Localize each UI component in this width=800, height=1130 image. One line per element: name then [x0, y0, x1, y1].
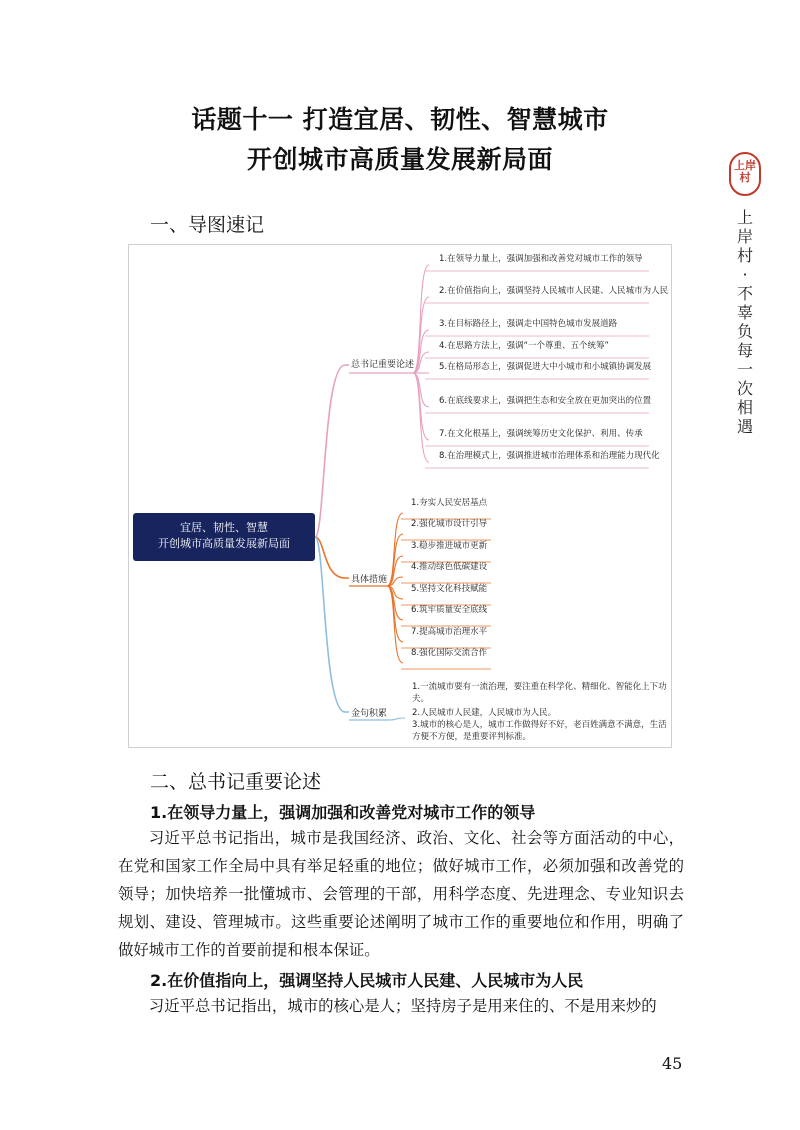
- measure-item-7: 7.提高城市治理水平: [411, 627, 488, 637]
- remark-item-5: 5.在格局形态上，强调促进大中小城市和小城镇协调发展: [439, 362, 652, 372]
- measure-item-3: 3.稳步推进城市更新: [411, 541, 488, 551]
- remark-item-4: 4.在思路方法上，强调“一个尊重、五个统筹”: [439, 341, 609, 351]
- branch-label-remarks: 总书记重要论述: [351, 360, 415, 370]
- connector-measures-leaf-6: [387, 586, 403, 620]
- connector-quotes-leaf-1: [389, 718, 405, 720]
- section-heading-mindmap: 一、导图速记: [150, 214, 265, 236]
- paragraph-1: 习近平总书记指出，城市是我国经济、政治、文化、社会等方面活动的中心，在党和国家工作全局中具有举足轻重的地位；做好城市工作，必须加强和改善党的领导；加快培养一批懂城市、会管理的干部，用科学态度、先进理念、专业知识去规划、建设、管理城市。这些重要论述阐明了城市工作的重要地位和作用，明确了做好城市工作的首要前提和根本保证。: [118, 829, 684, 959]
- remark-item-1: 1.在领导力量上，强调加强和改善党对城市工作的领导: [439, 254, 643, 264]
- center-line-2: 开创城市高质量发展新局面: [158, 537, 290, 550]
- seal-text: 上岸村: [734, 159, 756, 184]
- measure-item-1: 1.夯实人民安居基点: [411, 498, 488, 508]
- connector-remarks-leaf-6: [413, 373, 429, 407]
- measure-item-4: 4.推动绿色低碳建设: [411, 562, 488, 572]
- page-title-line2: 开创城市高质量发展新局面: [246, 145, 553, 174]
- branch-label-measures: 具体措施: [351, 575, 388, 585]
- quote-item-1: 1.一流城市要有一流治理，要注重在科学化、精细化、智能化上下功夫。: [412, 682, 667, 704]
- mind-map-center-node: [133, 513, 315, 561]
- measure-item-8: 8.强化国际交流合作: [411, 648, 488, 658]
- page-title-line1: 话题十一 打造宜居、韧性、智慧城市: [191, 105, 609, 134]
- mind-map: [128, 244, 672, 748]
- connector-quotes-trunk: [315, 537, 349, 712]
- branch-label-quotes: 金句积累: [351, 709, 388, 719]
- section-heading-remarks: 二、总书记重要论述: [150, 771, 322, 793]
- measure-item-6: 6.筑牢质量安全底线: [411, 605, 488, 615]
- paragraph-2: 习近平总书记指出，城市的核心是人；坚持房子是用来住的、不是用来炒的: [148, 997, 657, 1015]
- subheading-1: 1.在领导力量上，强调加强和改善党对城市工作的领导: [150, 803, 536, 822]
- remark-item-8: 8.在治理模式上，强调推进城市治理体系和治理能力现代化: [439, 451, 660, 461]
- page-number: 45: [662, 1054, 683, 1073]
- connector-measures-leaf-3: [387, 556, 403, 586]
- connector-remarks-leaf-3: [413, 330, 429, 373]
- remark-item-6: 6.在底线要求上，强调把生态和安全放在更加突出的位置: [439, 396, 652, 406]
- side-slogan: 上岸村·不辜负每一次相遇: [736, 208, 753, 436]
- connector-remarks-trunk: [315, 365, 349, 537]
- subheading-2: 2.在价值指向上，强调坚持人民城市人民建、人民城市为人民: [150, 971, 584, 990]
- measure-item-5: 5.坚持文化科技赋能: [411, 584, 488, 594]
- quote-item-2: 2.人民城市人民建，人民城市为人民。: [412, 708, 557, 718]
- remark-item-2: 2.在价值指向上，强调坚持人民城市人民建、人民城市为人民: [439, 286, 669, 296]
- remark-item-7: 7.在文化根基上，强调统筹历史文化保护、利用、传承: [439, 429, 643, 439]
- brand-seal-logo: [729, 152, 761, 196]
- quote-item-3: 3.城市的核心是人，城市工作做得好不好，老百姓满意不满意，生活方便不方便，是重要评判标准。: [412, 720, 667, 742]
- measure-item-2: 2.强化城市设计引导: [411, 519, 488, 529]
- center-line-1: 宜居、韧性、智慧: [180, 521, 268, 534]
- remark-item-3: 3.在目标路径上，强调走中国特色城市发展道路: [439, 319, 618, 329]
